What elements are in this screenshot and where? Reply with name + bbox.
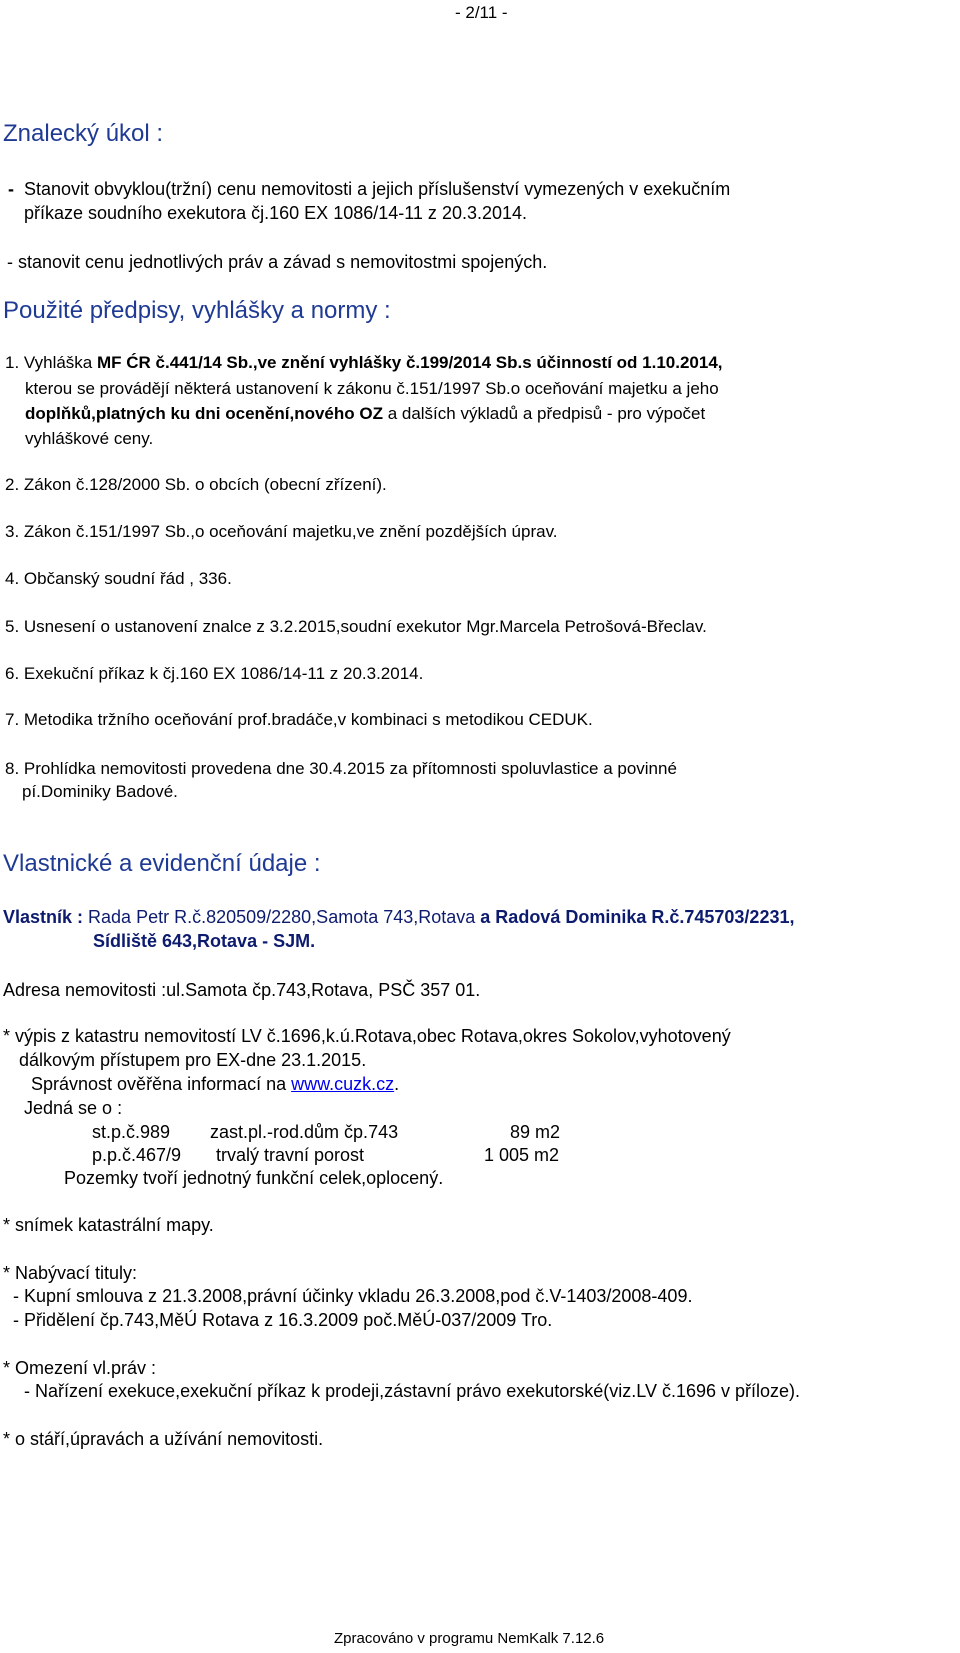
parcels-note: Pozemky tvoří jednotný funkční celek,oplocený. [64, 1168, 444, 1188]
title-1: - Kupní smlouva z 21.3.2008,právní účinky vkladu 26.3.2008,pod č.V-1403/2008-409. [13, 1286, 693, 1306]
cuzk-link[interactable]: www.cuzk.cz [291, 1074, 395, 1094]
titles-heading: * Nabývací tituly: [3, 1263, 138, 1283]
parcel-1-area: 89 m2 [510, 1122, 561, 1142]
task-heading: Znalecký úkol : [3, 120, 164, 147]
parcel-2-id: p.p.č.467/9 [92, 1145, 182, 1165]
task-item1-line2: příkaze soudního exekutora čj.160 EX 1086/14-11 z 20.3.2014. [24, 203, 528, 223]
regulation-1-line1 [5, 352, 723, 373]
cadastre-line1: * výpis z katastru nemovitostí LV č.1696,k.ú.Rotava,obec Rotava,okres Sokolov,vyhotovený [3, 1026, 731, 1046]
regulation-7: 7. Metodika tržního oceňování prof.bradáče,v kombinaci s metodikou CEDUK. [5, 710, 593, 729]
parcel-1-desc: zast.pl.-rod.dům čp.743 [210, 1122, 399, 1142]
task-item2: - stanovit cenu jednotlivých práv a závad s nemovitostmi spojených. [7, 252, 548, 272]
regulation-1-line4: vyhláškové ceny. [25, 429, 154, 448]
owner-line1 [3, 906, 794, 928]
regulation-1-line3-bold: platných ku dni ocenění,nového OZ [95, 404, 383, 423]
regulation-6: 6. Exekuční příkaz k čj.160 EX 1086/14-11 z 20.3.2014. [5, 664, 424, 683]
age-note: * o stáří,úpravách a užívání nemovitosti. [3, 1429, 324, 1449]
cadastre-line2: dálkovým přístupem pro EX-dne 23.1.2015. [19, 1050, 367, 1070]
owner-2: a Radová Dominika R.č.745703/2231, [475, 907, 795, 927]
regulation-1-line3-b: a dalších výkladů a předpisů - pro výpočet [382, 404, 706, 423]
regulations-heading: Použité předpisy, vyhlášky a normy : [3, 297, 391, 324]
regulation-1-line2: kterou se provádějí některá ustanovení k zákonu č.151/1997 Sb.o oceňování majetku a jeho [25, 379, 719, 398]
concerning-label: Jedná se o : [24, 1098, 123, 1118]
parcel-2-desc: trvalý travní porost [216, 1145, 365, 1165]
page-number: - 2/11 - [455, 3, 508, 22]
parcel-2-area: 1 005 m2 [484, 1145, 560, 1165]
parcel-1-id: st.p.č.989 [92, 1122, 171, 1142]
regulation-1-line3-a: doplňků, [25, 404, 96, 423]
owner-label: Vlastník : [3, 907, 89, 927]
ownership-heading: Vlastnické a evidenční údaje : [3, 850, 321, 877]
footer-text: Zpracováno v programu NemKalk 7.12.6 [334, 1630, 605, 1647]
regulation-2: 2. Zákon č.128/2000 Sb. o obcích (obecní zřízení). [5, 475, 387, 494]
regulation-3: 3. Zákon č.151/1997 Sb.,o oceňování majetku,ve znění pozdějších úprav. [5, 522, 558, 541]
verification-suffix: . [394, 1074, 400, 1094]
regulation-8-line1: 8. Prohlídka nemovitosti provedena dne 30.4.2015 za přítomnosti spoluvlastice a povinné [5, 759, 677, 778]
task-item1-line1: Stanovit obvyklou(tržní) cenu nemovitosti a jejich příslušenství vymezených v exekučním [24, 179, 731, 199]
verification-line [31, 1073, 399, 1095]
owner-line2: Sídliště 643,Rotava - SJM. [93, 931, 316, 951]
limits-line: - Nařízení exekuce,exekuční příkaz k prodeji,zástavní právo exekutorské(viz.LV č.1696 v příloze). [24, 1381, 801, 1401]
regulation-8-line2: pí.Dominiky Badové. [22, 782, 178, 801]
regulation-4: 4. Občanský soudní řád , 336. [5, 569, 232, 588]
limits-heading: * Omezení vl.práv : [3, 1358, 157, 1378]
map-note: * snímek katastrální mapy. [3, 1215, 214, 1235]
regulation-1-bold: MF ĆR č.441/14 Sb.,ve znění vyhlášky č.199/2014 Sb.s účinností od 1.10.2014, [96, 353, 723, 372]
title-2: - Přidělení čp.743,MěÚ Rotava z 16.3.2009 poč.MěÚ-037/2009 Tro. [13, 1310, 553, 1330]
owner-1: Rada Petr R.č.820509/2280,Samota 743,Rotava [88, 907, 476, 927]
regulation-1-prefix: 1. Vyhláška [5, 353, 97, 372]
verification-text: Správnost ověřěna informací na [31, 1074, 292, 1094]
regulation-5: 5. Usnesení o ustanovení znalce z 3.2.2015,soudní exekutor Mgr.Marcela Petrošová-Břeclav. [5, 617, 707, 636]
task-bullet-dash: - [8, 179, 14, 199]
regulation-1-line3 [25, 403, 705, 424]
property-address: Adresa nemovitosti :ul.Samota čp.743,Rotava, PSČ 357 01. [3, 980, 481, 1000]
